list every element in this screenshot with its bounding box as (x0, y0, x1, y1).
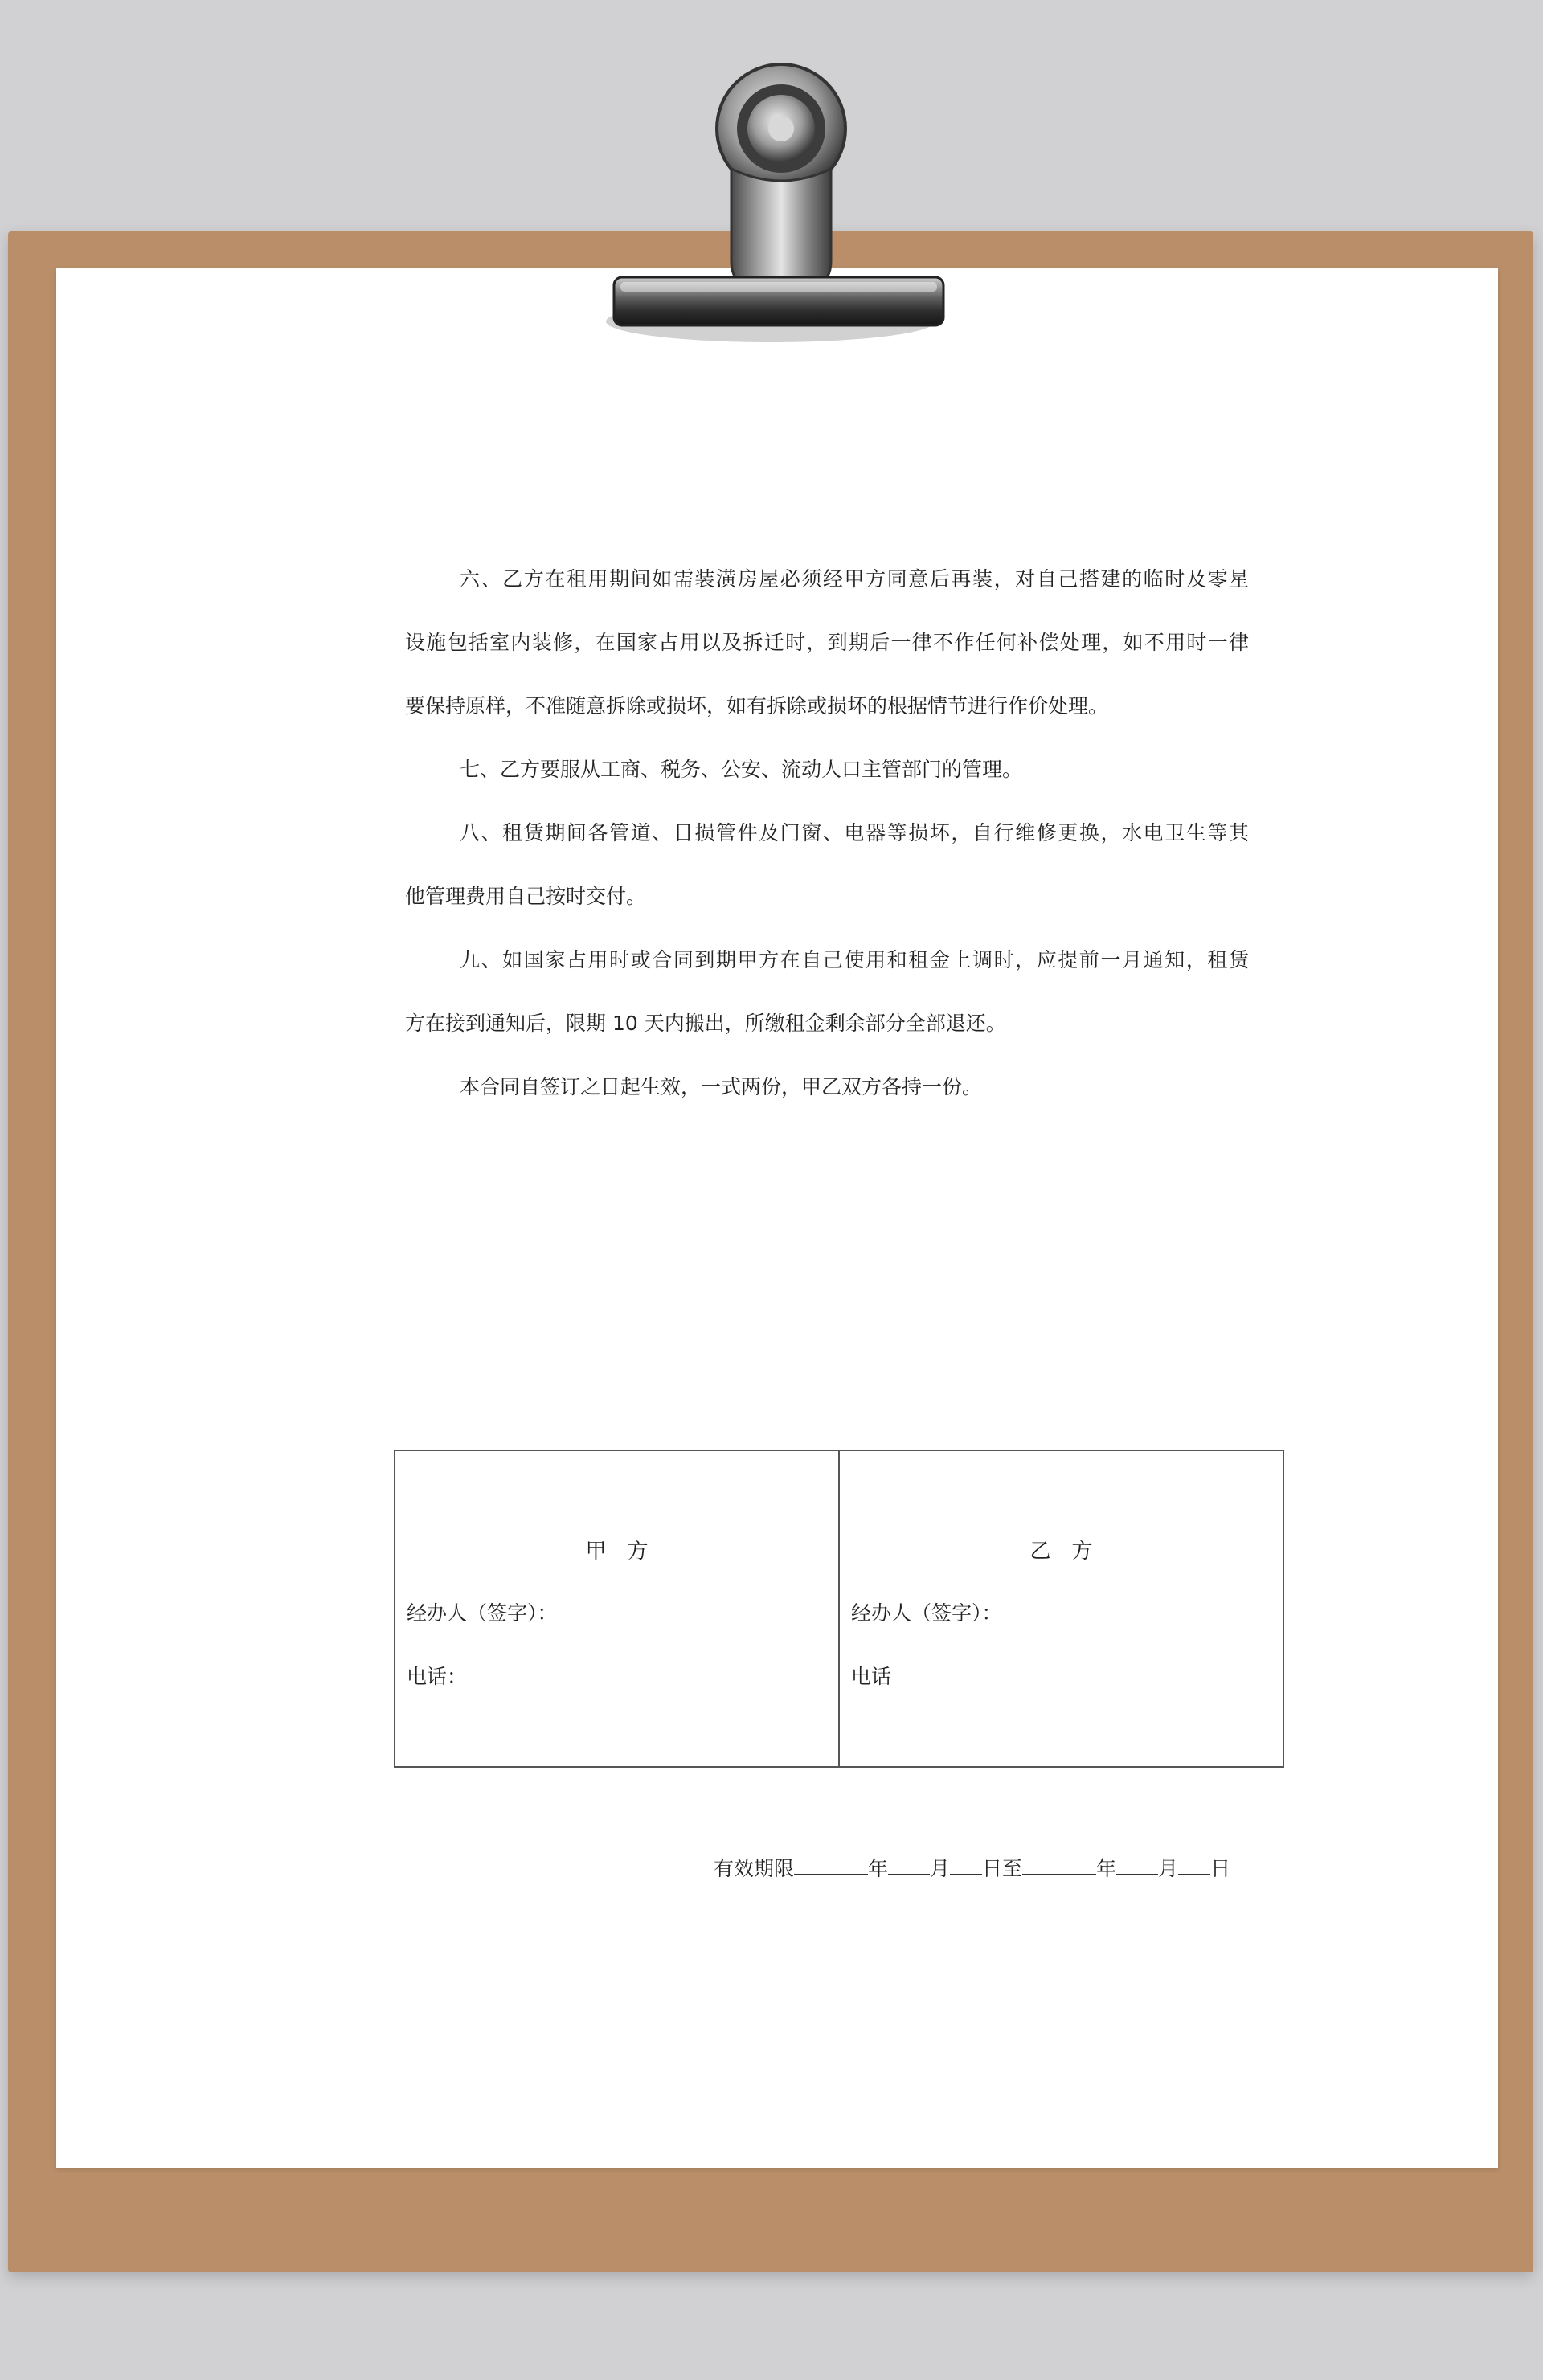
party-b-phone-label: 电话 (851, 1665, 892, 1688)
day-start-blank (950, 1855, 982, 1875)
validity-year-1: 年 (868, 1857, 889, 1880)
year-end-blank (1022, 1855, 1096, 1875)
paragraph-6-line-2: 设施包括室内装修，在国家占用以及拆迁时，到期后一律不作任何补偿处理，如不用时一律 (405, 631, 1249, 654)
binder-clip-icon (574, 48, 960, 362)
party-a-cell (395, 1450, 839, 1767)
paragraph-6-line-1: 六、乙方在租用期间如需装潢房屋必须经甲方同意后再装，对自己搭建的临时及零星 (460, 567, 1249, 591)
party-b-cell (839, 1450, 1283, 1767)
paragraph-8-line-1: 八、租赁期间各管道、日损管件及门窗、电器等损坏，自行维修更换，水电卫生等其 (460, 821, 1249, 844)
paragraph-9-line-1: 九、如国家占用时或合同到期甲方在自己使用和租金上调时，应提前一月通知，租赁 (460, 948, 1249, 971)
validity-period (714, 1853, 1230, 1882)
month-end-blank (1116, 1855, 1158, 1875)
paragraph-8-line-2: 他管理费用自己按时交付。 (405, 885, 647, 908)
day-end-blank (1178, 1855, 1210, 1875)
signature-table (394, 1450, 1284, 1768)
paragraph-6-line-3: 要保持原样，不准随意拆除或损坏，如有拆除或损坏的根据情节进行作价处理。 (405, 694, 1109, 718)
year-start-blank (794, 1855, 868, 1875)
validity-year-2: 年 (1096, 1857, 1117, 1880)
paragraph-9-line-2: 方在接到通知后，限期 10 天内搬出，所缴租金剩余部分全部退还。 (405, 1012, 1006, 1035)
party-a-phone-label: 电话： (407, 1665, 468, 1688)
paragraph-7-line-1: 七、乙方要服从工商、税务、公安、流动人口主管部门的管理。 (460, 758, 1023, 781)
party-b-title: 乙 方 (1029, 1540, 1093, 1564)
document-page (56, 268, 1498, 2168)
party-a-agent-label: 经办人（签字）： (407, 1601, 558, 1625)
validity-day-2: 日 (1210, 1857, 1231, 1880)
month-start-blank (888, 1855, 930, 1875)
party-b-agent-label: 经办人（签字）： (851, 1601, 1002, 1625)
validity-label: 有效期限 (714, 1857, 795, 1880)
party-a-title: 甲 方 (585, 1540, 649, 1564)
validity-month-2: 月 (1158, 1857, 1179, 1880)
closing-paragraph: 本合同自签订之日起生效，一式两份，甲乙双方各持一份。 (460, 1075, 983, 1098)
validity-day-1: 日至 (982, 1857, 1023, 1880)
validity-month-1: 月 (930, 1857, 951, 1880)
